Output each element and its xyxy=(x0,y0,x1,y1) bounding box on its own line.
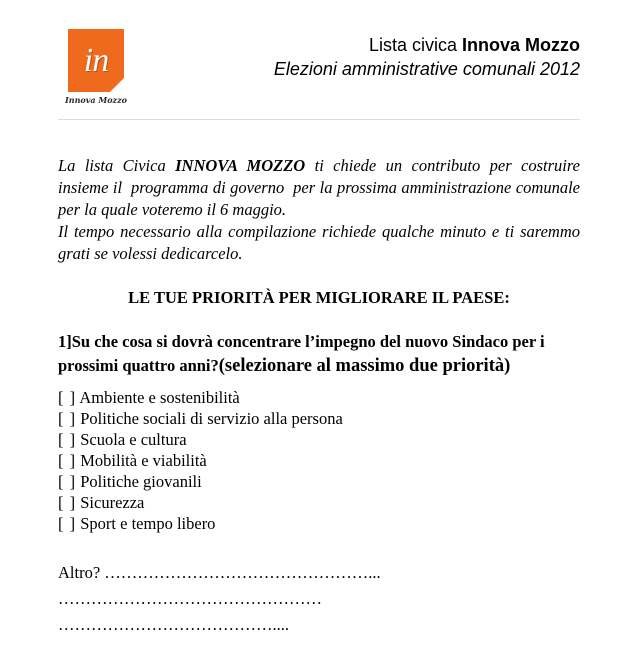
checkbox-icon[interactable]: [ ] xyxy=(58,514,77,533)
intro-paragraph-2: Il tempo necessario alla compilazione richiede qualche minuto e ti saremmo grati se volessi dedicarcelo. xyxy=(58,222,585,263)
option-row[interactable] xyxy=(58,450,580,471)
header-titles xyxy=(150,33,580,82)
option-label: Sicurezza xyxy=(80,493,145,512)
logo-mark xyxy=(68,29,124,92)
header-divider xyxy=(58,119,580,120)
other-answer-line-1[interactable] xyxy=(58,560,580,586)
option-label: Politiche giovanili xyxy=(80,472,202,491)
question-1-instruction: (selezionare al massimo due priorità) xyxy=(218,356,511,376)
header-title-prefix: Lista civica xyxy=(368,35,462,55)
other-answer-label: Altro? xyxy=(58,563,101,582)
option-row[interactable] xyxy=(58,492,580,513)
checkbox-icon[interactable]: [ ] xyxy=(58,472,77,491)
document-content xyxy=(58,155,585,638)
option-row[interactable] xyxy=(58,429,580,450)
other-answer-dots[interactable]: …………………………………………... xyxy=(100,563,381,582)
option-label: Ambiente e sostenibilità xyxy=(79,388,240,407)
option-label: Politiche sociali di servizio alla persona xyxy=(80,409,343,428)
other-answer-line-2[interactable]: ………………………………………… xyxy=(58,589,322,608)
header-title-line-1 xyxy=(150,33,580,57)
option-row[interactable] xyxy=(58,387,580,408)
header-title-list-name: Innova Mozzo xyxy=(462,35,580,55)
checkbox-icon[interactable]: [ ] xyxy=(58,451,77,470)
header-subtitle: Elezioni amministrative comunali 2012 xyxy=(273,59,580,79)
logo xyxy=(60,29,132,105)
checkbox-icon[interactable]: [ ] xyxy=(58,493,77,512)
logo-fold-corner-icon xyxy=(110,78,124,92)
option-label: Scuola e cultura xyxy=(80,430,187,449)
document-header xyxy=(0,0,640,122)
other-answer-line-3[interactable]: ………………………………….... xyxy=(58,615,289,634)
option-label: Sport e tempo libero xyxy=(80,514,216,533)
option-row[interactable] xyxy=(58,513,580,534)
question-1-options-list xyxy=(58,387,580,534)
logo-monogram-text: in xyxy=(83,42,109,79)
intro-paragraph-1-part-1: La lista Civica xyxy=(58,156,176,175)
question-1-text: 1]Su che cosa si dovrà concentrare l’impegno del nuovo Sindaco per i prossimi quattro anni? xyxy=(58,332,545,375)
intro-list-name-emphasis: INNOVA MOZZO xyxy=(175,156,306,175)
other-answer-block xyxy=(58,560,580,638)
checkbox-icon[interactable]: [ ] xyxy=(58,409,77,428)
option-row[interactable] xyxy=(58,471,580,492)
intro-paragraph-1 xyxy=(58,155,585,221)
logo-caption: Innova Mozzo xyxy=(65,95,127,105)
checkbox-icon[interactable]: [ ] xyxy=(58,388,77,407)
option-label: Mobilità e viabilità xyxy=(80,451,207,470)
question-1 xyxy=(58,330,580,378)
option-row[interactable] xyxy=(58,408,580,429)
section-title: LE TUE PRIORITÀ PER MIGLIORARE IL PAESE: xyxy=(128,288,510,307)
intro-paragraph-1-part-2: ti chiede un contributo per costruire insieme il programma di governo per la prossima amministrazione comunale per la quale voteremo il 6 maggio. xyxy=(58,156,585,219)
checkbox-icon[interactable]: [ ] xyxy=(58,430,77,449)
